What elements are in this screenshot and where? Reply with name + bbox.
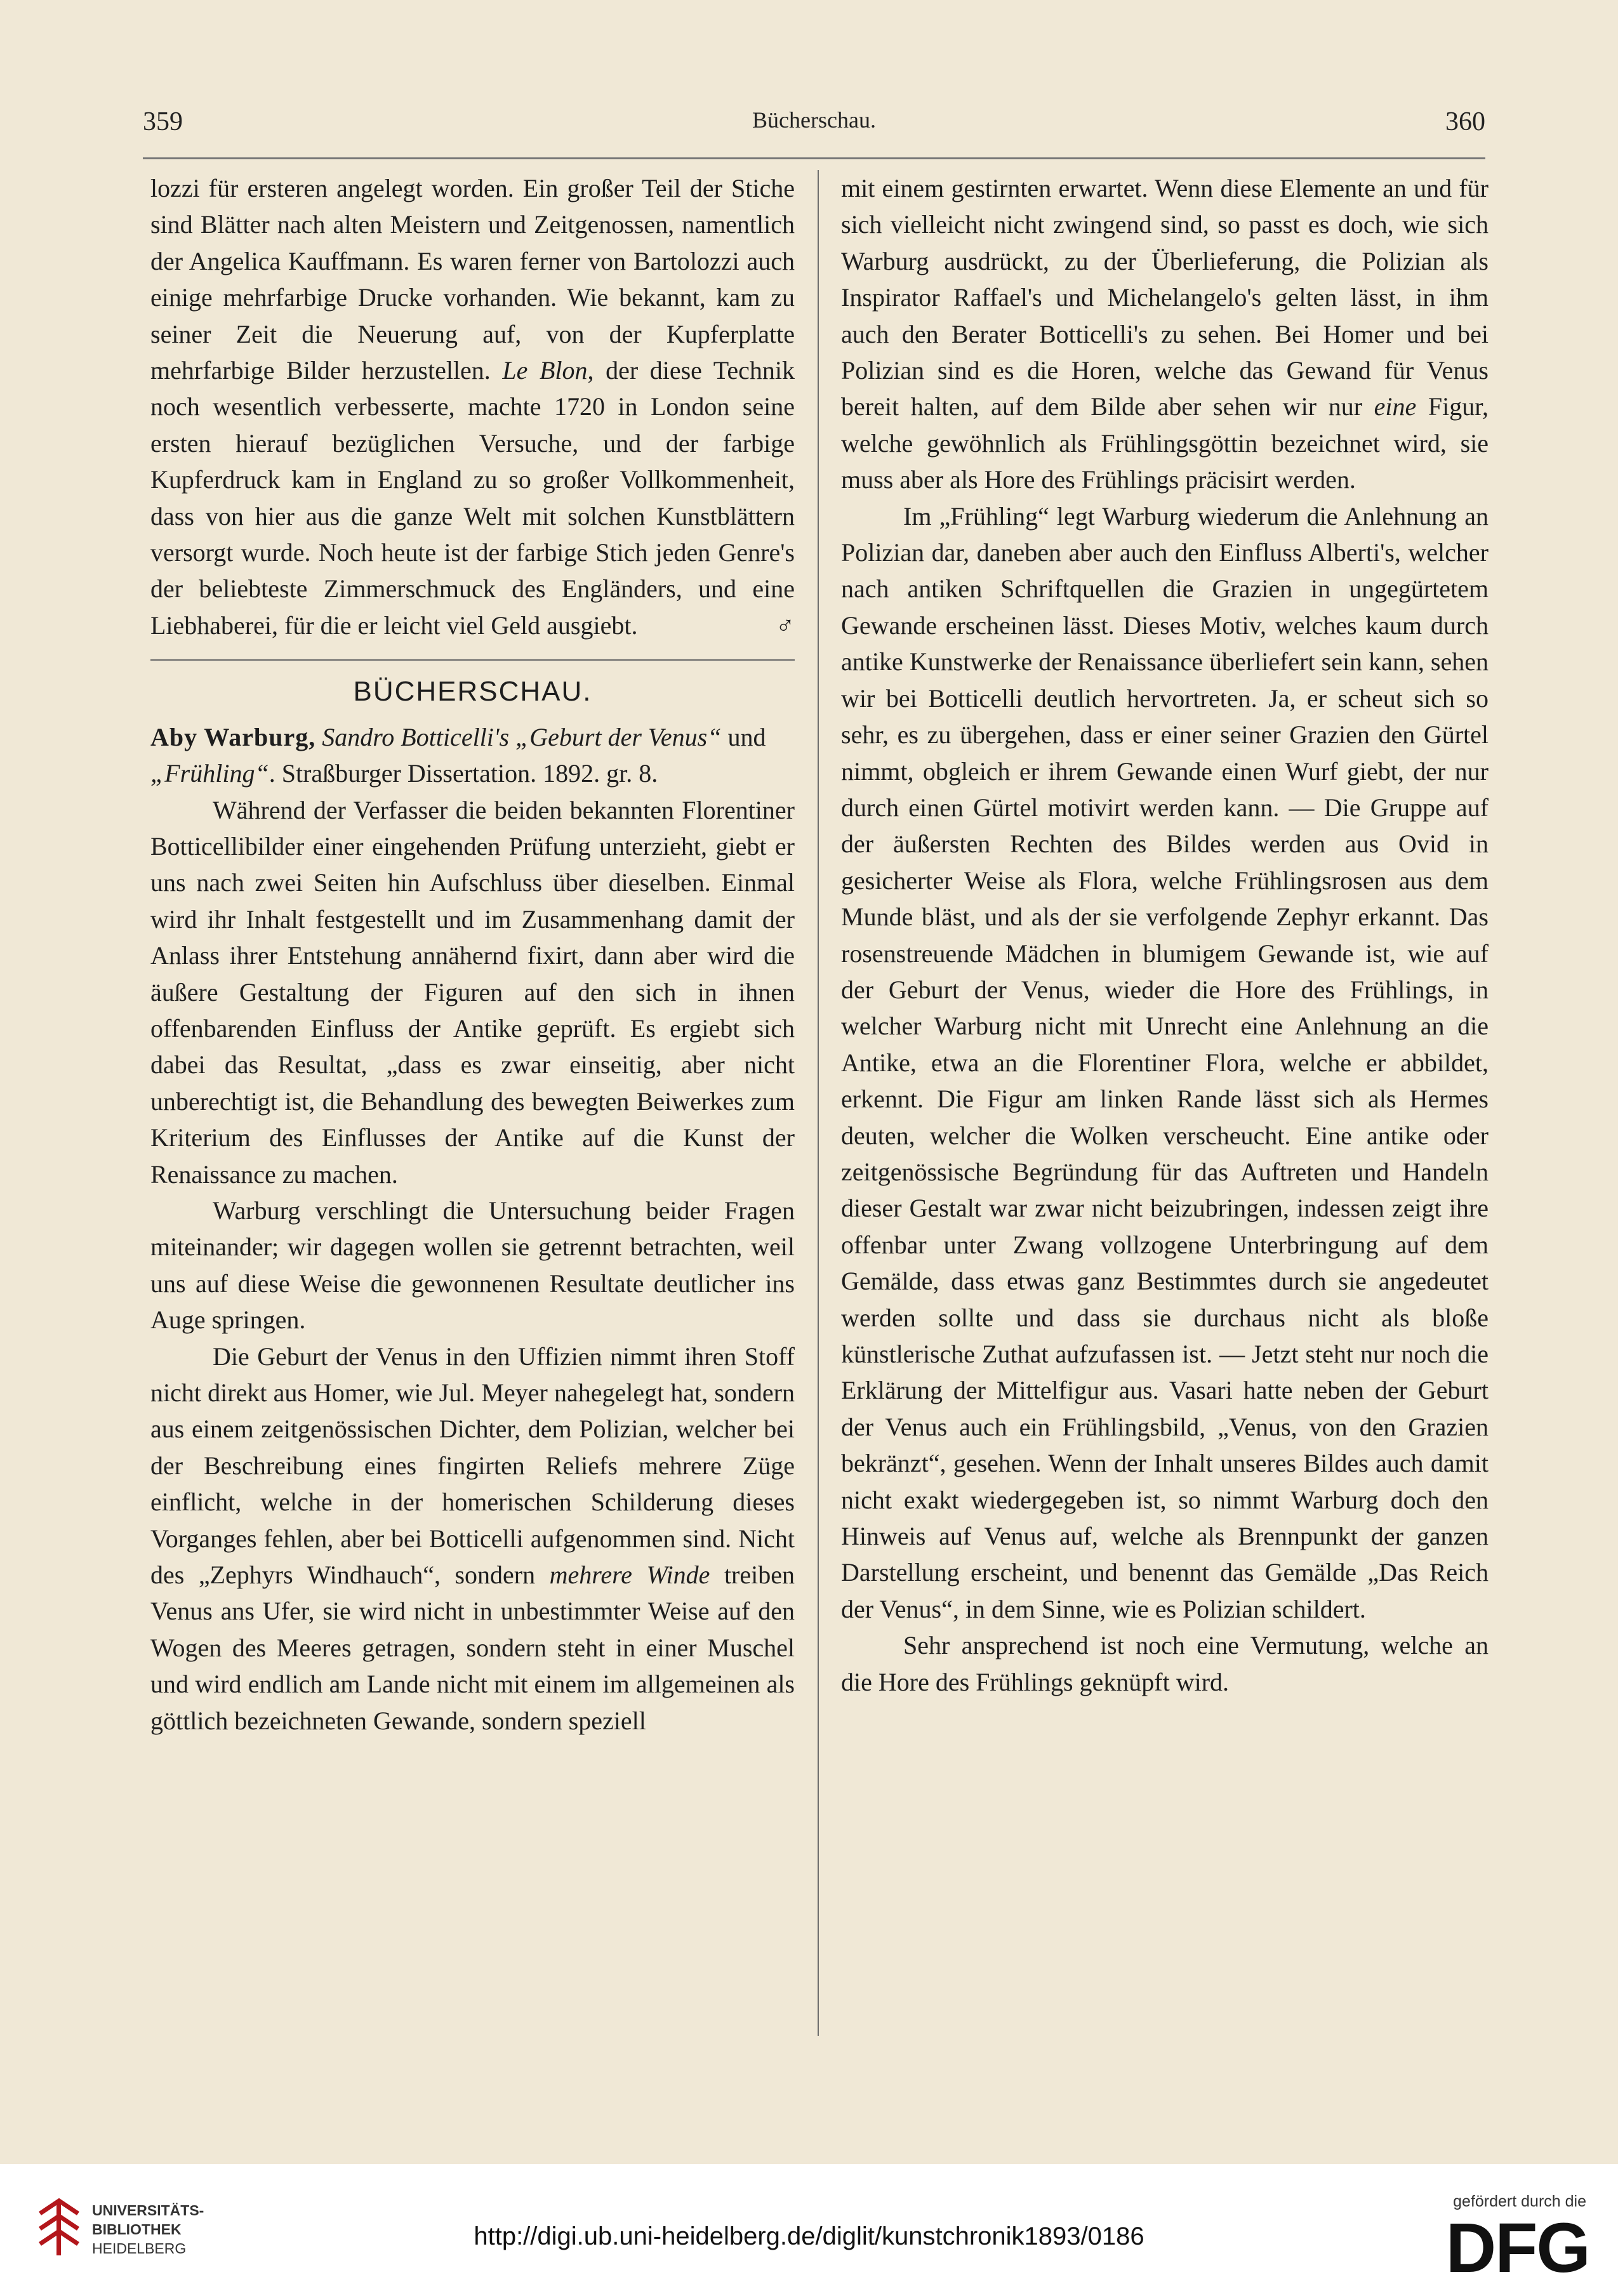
left-column (150, 170, 795, 1739)
footer-bar (0, 2164, 1618, 2296)
column-divider (818, 170, 819, 2036)
author-signature-mark: ♂ (776, 610, 795, 640)
paragraph: Sehr ansprechend ist noch eine Vermutung, welche an die Hore des Frühlings geknüpft wird. (841, 1631, 1489, 1696)
paragraph: Während der Verfasser die beiden bekannten Florentiner Botticellibilder einer eingehenden Prüfung unterzieht, giebt er uns nach zwei Seiten hin Aufschluss über dieselben. Einmal wird ihr Inhalt festgestellt und im Zusammenhang damit der Anlass ihrer Entstehung annähernd fixirt, dann aber wird die äußere Gestaltung der Figuren auf den sich in ihnen offenbarenden Einfluss der Antike geprüft. Es ergiebt sich dabei das Resultat, „dass es zwar einseitig, aber nicht unberechtigt ist, die Behandlung des bewegten Beiwerkes zum Kriterium des Einflusses der Antike auf die Kunst der Renaissance zu machen. (150, 795, 795, 1189)
header-title: Bücherschau. (752, 107, 876, 133)
document-url[interactable]: http://digi.ub.uni-heidelberg.de/diglit/kunstchronik1893/0186 (474, 2222, 1144, 2250)
paragraph: Im „Frühling“ legt Warburg wiederum die Anlehnung an Polizian dar, daneben aber auch den Einfluss Alberti's, welcher nach antiken Schriftquellen die Grazien in ungegürtetem Gewande erscheinen lässt. Dieses Motiv, welches kaum durch antike Kunstwerke der Renaissance überliefert sein kann, sehen wir bei Botticelli deutlich hervortreten. Ja, er scheut sich so sehr, es zu übergehen, dass er einer seiner Grazien den Gürtel nimmt, obgleich er ihrem Gewande einen Wurf giebt, der nur durch einen Gürtel motivirt werden kann. — Die Gruppe auf der äußersten Rechten des Bildes werden aus Ovid in gesicherter Weise als Flora, welche Frühlingsrosen aus dem Munde bläst, und als der sie verfolgende Zephyr erkannt. Das rosenstreuende Mädchen in blumigem Gewande ist, wie auf der Geburt der Venus, wieder die Hore des Frühlings, in welcher Warburg nicht mit Unrecht eine Anlehnung an die Antike, etwa an die Florentiner Flora, welche er abbildet, erkennt. Die Figur am linken Rande lässt sich als Hermes deuten, welcher die Wolken verscheucht. Eine antike oder zeitgenössische Begründung für das Auftreten und Handeln dieser Gestalt war zwar nicht beizubringen, indessen zeigt ihre offenbar unter Zwang vollzogene Unterbringung auf dem Gemälde, dass etwas ganz Bestimmtes durch sie angedeutet werden sollte und dass sie durchaus nicht als bloße künstlerische Zuthat aufzufassen ist. — Jetzt steht nur noch die Erklärung der Mittelfigur aus. Vasari hatte neben der Geburt der Venus auch ein Frühlingsbild, „Venus, von den Grazien bekränzt“, gesehen. Wenn der Inhalt unseres Bildes auch damit nicht exakt wiedergegeben ist, so nimmt Warburg doch den Hinweis auf Venus auf, welche als Brennpunkt der ganzen Darstellung erscheint, und benennt das Gemälde „Das Reich der Venus“, in dem Sinne, wie es Polizian schildert. (841, 501, 1489, 1623)
section-title: BÜCHERSCHAU. (353, 676, 592, 708)
right-column (841, 170, 1489, 1700)
book-entry: Aby Warburg, Sandro Botticelli's „Geburt der Venus“ und „Frühling“. Straßburger Dissertation. 1892. gr. 8. (150, 722, 766, 788)
page-number-left: 359 (143, 107, 183, 136)
dfg-logo: DFG (1445, 2209, 1589, 2287)
paragraph: Warburg verschlingt die Untersuchung beider Fragen miteinander; wir dagegen wollen sie getrennt betrachten, weil uns auf diese Weise die gewonnenen Resultate deutlicher ins Auge springen. (150, 1196, 795, 1335)
paragraph: mit einem gestirnten erwartet. Wenn diese Elemente an und für sich vielleicht nicht zwingend sind, so passt es doch, wie sich Warburg ausdrückt, zu der Überlieferung, die Polizian als Inspirator Raffael's und Michelangelo's gelten lässt, in ihm auch den Berater Botticelli's zu sehen. Bei Homer und bei Polizian sind es die Horen, welche das Gewand für Venus bereit halten, auf dem Bilde aber sehen wir nur eine Figur, welche gewöhnlich als Frühlingsgöttin bezeichnet wird, sie muss aber als Hore des Frühlings präcisirt werden. (841, 174, 1489, 494)
section-separator (150, 659, 795, 661)
paragraph: Die Geburt der Venus in den Uffizien nimmt ihren Stoff nicht direkt aus Homer, wie Jul. Meyer nahegelegt hat, sondern aus einem zeitgenössischen Dichter, dem Polizian, welcher bei der Beschreibung eines fingirten Reliefs mehrere Züge einflicht, welche in der homerischen Schilderung dieses Vorganges fehlen, aber bei Botticelli aufgenommen sind. Nicht des „Zephyrs Windhauch“, sondern mehrere Winde treiben Venus ans Ufer, sie wird nicht in unbestimmter Weise auf den Wogen des Meeres getragen, sondern steht in einer Muschel und wird endlich am Lande nicht mit einem im allgemeinen als göttlich bezeichneten Gewande, sondern speziell (150, 1342, 795, 1735)
page-number-right: 360 (1445, 107, 1485, 136)
funding-caption: gefördert durch die (1453, 2193, 1586, 2210)
library-name: UNIVERSITÄTS- BIBLIOTHEK HEIDELBERG (92, 2202, 204, 2257)
paragraph: lozzi für ersteren angelegt worden. Ein großer Teil der Stiche sind Blätter nach alten Meistern und Zeitgenossen, namentlich der Angelica Kauffmann. Es waren ferner von Bartolozzi auch einige mehrfarbige Drucke vorhanden. Wie bekannt, kam zu seiner Zeit die Neuerung auf, von der Kupferplatte mehrfarbige Bilder herzustellen. Le Blon, der diese Technik noch wesentlich verbesserte, machte 1720 in London seine ersten hierauf bezüglichen Versuche, und der farbige Kupferdruck kam in England zu so großer Vollkommenheit, dass von hier aus die ganze Welt mit solchen Kunstblättern versorgt wurde. Noch heute ist der farbige Stich jeden Genre's der beliebteste Zimmerschmuck des Engländers, und eine Liebhaberei, für die er leicht viel Geld ausgiebt. ♂ (150, 170, 795, 643)
running-header (143, 107, 1485, 159)
